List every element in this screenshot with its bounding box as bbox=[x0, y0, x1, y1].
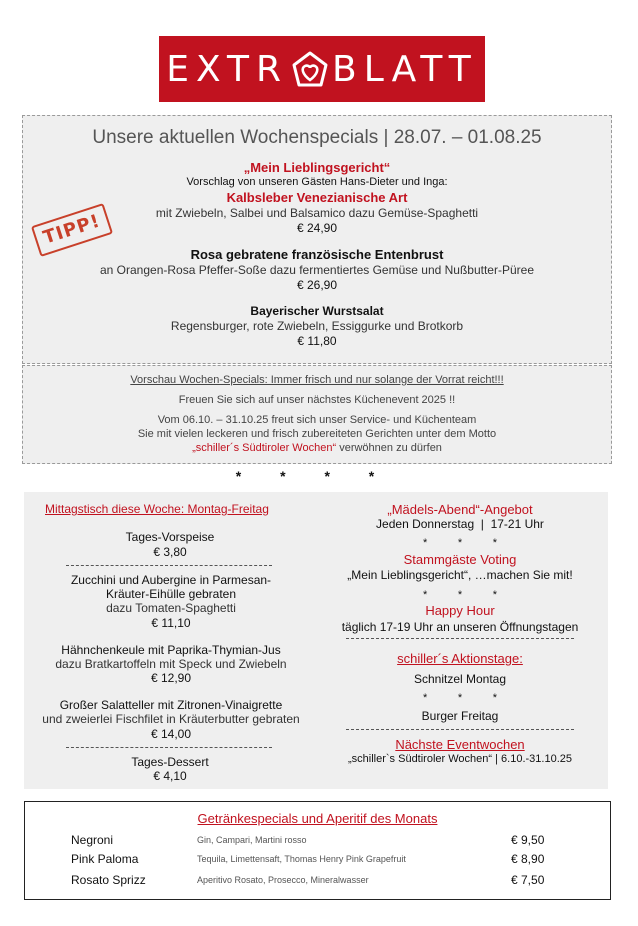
next-events-title: Nächste Eventwochen bbox=[395, 737, 525, 752]
next-events-text: „schiller`s Südtiroler Wochen“ | 6.10.-31.10.25 bbox=[348, 753, 572, 765]
heart-house-icon bbox=[290, 49, 330, 89]
events-divider bbox=[346, 729, 574, 730]
dish1-line1: Zucchini und Aubergine in Parmesan- bbox=[70, 573, 272, 587]
drink-name: Rosato Sprizz bbox=[71, 873, 146, 887]
events-stars: * * * bbox=[423, 589, 497, 601]
preview-line4: verwöhnen zu dürfen bbox=[336, 442, 442, 454]
dish1-price: € 11,10 bbox=[151, 616, 191, 630]
happy-hour-title: Happy Hour bbox=[425, 603, 495, 618]
lunch-divider bbox=[66, 747, 272, 748]
drink-name: Pink Paloma bbox=[71, 852, 139, 866]
item1-price: € 24,90 bbox=[296, 221, 338, 235]
dish1-line3: dazu Tomaten-Spaghetti bbox=[106, 601, 236, 615]
specials-title: Unsere aktuellen Wochenspecials | 28.07. – 01.08.25 bbox=[92, 127, 542, 148]
drink-row bbox=[25, 852, 610, 870]
item1-name: Kalbsleber Venezianische Art bbox=[226, 190, 408, 205]
happy-hour-text: täglich 17-19 Uhr an unseren Öffnungstagen bbox=[341, 620, 579, 634]
drink-row bbox=[25, 833, 610, 851]
events-divider bbox=[346, 638, 574, 639]
drink-row bbox=[25, 873, 610, 891]
girls-night-title: „Mädels-Abend“-Angebot bbox=[387, 502, 533, 517]
dessert-name: Tages-Dessert bbox=[131, 755, 209, 769]
dish3-line1: Großer Salatteller mit Zitronen-Vinaigrette bbox=[59, 698, 283, 712]
dish1-line2: Kräuter-Eihülle gebraten bbox=[105, 587, 237, 601]
preview-headline: Vorschau Wochen-Specials: Immer frisch und nur solange der Vorrat reicht!!! bbox=[130, 374, 504, 386]
lunch-divider bbox=[66, 565, 272, 566]
logo-text-left: EXTR bbox=[166, 48, 288, 90]
action-day-2: Burger Freitag bbox=[421, 709, 499, 723]
item3-name: Bayerischer Wurstsalat bbox=[250, 304, 384, 318]
item2-desc: an Orangen-Rosa Pfeffer-Soße dazu fermentiertes Gemüse und Nußbutter-Püree bbox=[100, 263, 534, 277]
preview-line1: Freuen Sie sich auf unser nächstes Küchenevent 2025 !! bbox=[178, 394, 456, 406]
dish3-price: € 14,00 bbox=[150, 727, 192, 741]
drink-desc: Aperitivo Rosato, Prosecco, Mineralwasser bbox=[197, 875, 369, 885]
logo-text-right: BLATT bbox=[332, 48, 478, 90]
item3-desc: Regensburger, rote Zwiebeln, Essiggurke und Brotkorb bbox=[170, 319, 464, 333]
drink-name: Negroni bbox=[71, 833, 114, 847]
drinks-panel bbox=[24, 801, 611, 900]
dish2-price: € 12,90 bbox=[150, 671, 192, 685]
voting-title: Stammgäste Voting bbox=[403, 552, 517, 567]
lunch-title: Mittagstisch diese Woche: Montag-Freitag bbox=[45, 502, 269, 516]
drinks-title: Getränkespecials und Aperitif des Monats bbox=[197, 811, 438, 826]
drink-price: € 9,50 bbox=[511, 833, 545, 847]
drink-price: € 7,50 bbox=[511, 873, 545, 887]
events-stars: * * * bbox=[423, 537, 497, 549]
action-days-title: schiller´s Aktionstage: bbox=[397, 651, 523, 666]
item2-name: Rosa gebratene französische Entenbrust bbox=[190, 247, 444, 262]
voting-text: „Mein Lieblingsgericht“, …machen Sie mit! bbox=[347, 568, 573, 582]
dessert-price: € 4,10 bbox=[153, 769, 187, 783]
drink-desc: Tequila, Limettensaft, Thomas Henry Pink Grapefruit bbox=[197, 854, 406, 864]
preview-motto: „schiller´s Südtiroler Wochen“ bbox=[192, 442, 337, 454]
starter-name: Tages-Vorspeise bbox=[125, 530, 215, 544]
preview-motto-line bbox=[22, 442, 612, 454]
preview-line2: Vom 06.10. – 31.10.25 freut sich unser Service- und Küchenteam bbox=[157, 414, 477, 426]
favorite-subtitle: Vorschlag von unseren Gästen Hans-Dieter und Inga: bbox=[186, 176, 448, 188]
dish2-line1: Hähnchenkeule mit Paprika-Thymian-Jus bbox=[61, 643, 281, 657]
events-stars: * * * bbox=[423, 692, 497, 704]
item1-desc: mit Zwiebeln, Salbei und Balsamico dazu Gemüse-Spaghetti bbox=[155, 206, 479, 220]
stars-divider: * * * * bbox=[235, 468, 375, 484]
preview-line3: Sie mit vielen leckeren und frisch zubereiteten Gerichten unter dem Motto bbox=[137, 428, 497, 440]
tipp-stamp: TIPP! bbox=[31, 203, 113, 257]
extrablatt-logo bbox=[159, 36, 485, 102]
action-day-1: Schnitzel Montag bbox=[413, 672, 507, 686]
girls-night-time: Jeden Donnerstag | 17-21 Uhr bbox=[376, 517, 544, 531]
starter-price: € 3,80 bbox=[153, 545, 187, 559]
dish3-line2: und zweierlei Fischfilet in Kräuterbutter gebraten bbox=[42, 712, 300, 726]
drink-price: € 8,90 bbox=[511, 852, 545, 866]
item3-price: € 11,80 bbox=[297, 334, 337, 348]
favorite-label: „Mein Lieblingsgericht“ bbox=[243, 160, 391, 175]
drink-desc: Gin, Campari, Martini rosso bbox=[197, 835, 307, 845]
dish2-line2: dazu Bratkartoffeln mit Speck und Zwiebeln bbox=[55, 657, 287, 671]
item2-price: € 26,90 bbox=[296, 278, 338, 292]
